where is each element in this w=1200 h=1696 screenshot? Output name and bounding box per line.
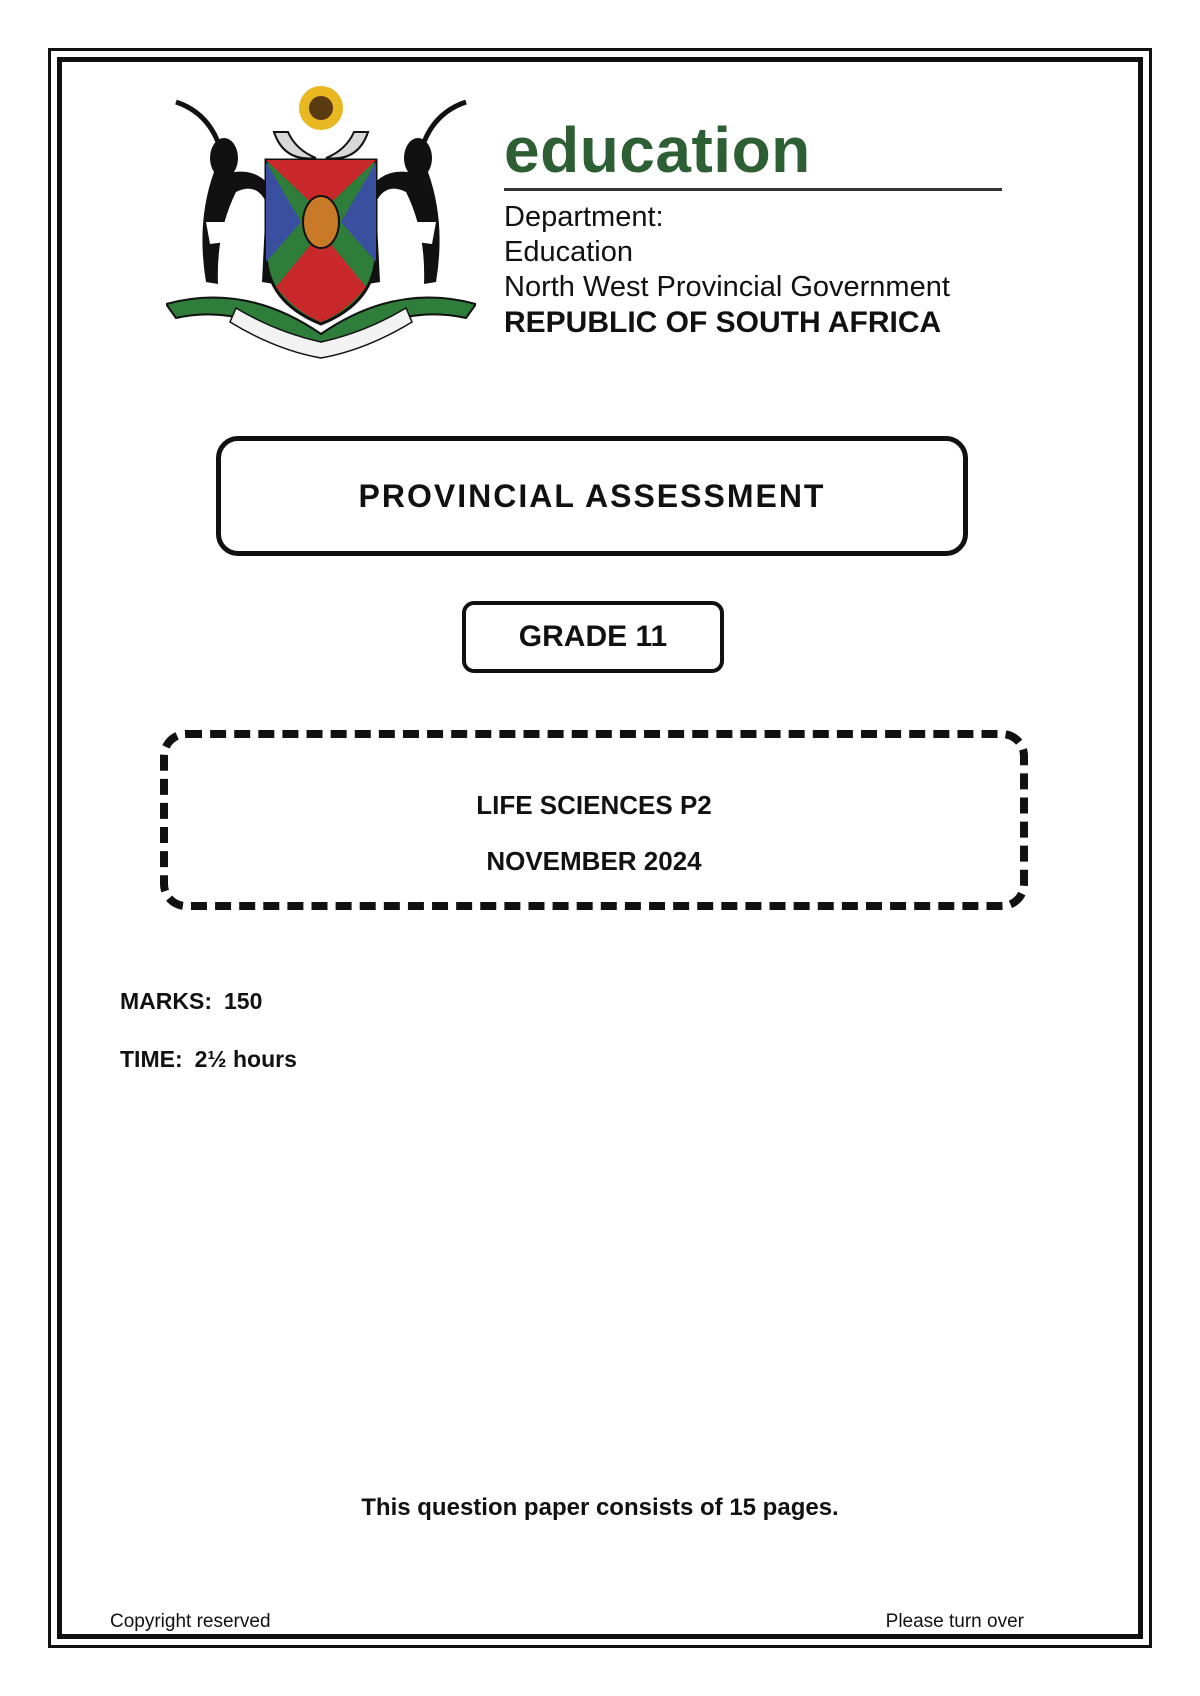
assessment-title-box: [216, 436, 968, 556]
right-antelope-icon: [364, 102, 466, 284]
logo-wordmark: education: [504, 114, 811, 186]
assessment-title: PROVINCIAL ASSESSMENT: [358, 477, 826, 514]
marks-value: 150: [224, 988, 263, 1014]
grade-label: GRADE 11: [518, 620, 668, 653]
time-label: TIME:: [120, 1046, 183, 1072]
dept-line-1: Department:: [504, 201, 664, 233]
footer-copyright: Copyright reserved: [110, 1611, 271, 1632]
country-line: REPUBLIC OF SOUTH AFRICA: [504, 306, 942, 339]
grade-box: [462, 601, 724, 673]
time-value: 2½ hours: [194, 1046, 297, 1072]
subject-name: LIFE SCIENCES P2: [476, 790, 712, 820]
sunflower-icon: [299, 86, 343, 130]
department-block: [504, 200, 950, 340]
page-count-note: This question paper consists of 15 pages.: [361, 1494, 839, 1521]
footer-turn-over: Please turn over: [885, 1611, 1024, 1632]
dept-line-3: North West Provincial Government: [504, 271, 950, 303]
marks-label: MARKS:: [120, 988, 212, 1014]
coat-of-arms-logo: [166, 72, 476, 372]
left-antelope-icon: [176, 102, 278, 284]
time-row: [120, 1046, 297, 1073]
subject-box: [160, 730, 1028, 910]
shield-icon: [266, 160, 376, 324]
marks-row: [120, 988, 262, 1015]
logo-divider: [504, 188, 1002, 191]
dept-line-2: Education: [504, 236, 633, 268]
exam-date: NOVEMBER 2024: [486, 846, 702, 876]
